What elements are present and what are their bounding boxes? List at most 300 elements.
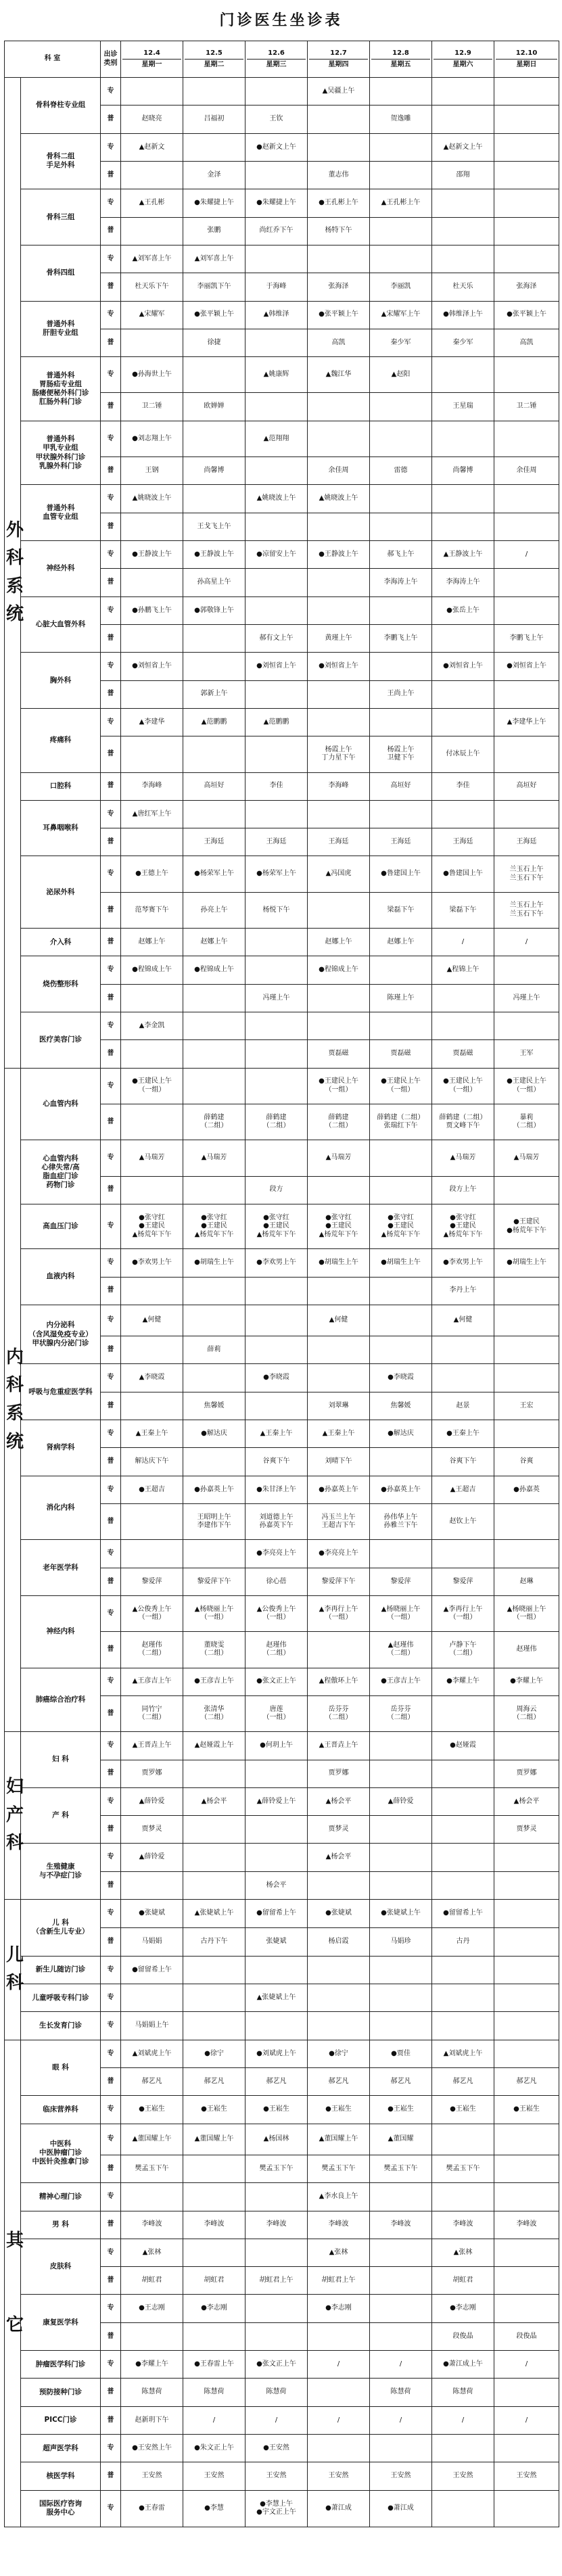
- doctor-cell: [494, 2435, 559, 2462]
- doctor-cell: [494, 736, 559, 772]
- visit-type: 专: [101, 2040, 121, 2067]
- doctor-cell: [494, 1984, 559, 2012]
- doctor-cell: [183, 1364, 245, 1392]
- doctor-cell: 段俊晶: [494, 2322, 559, 2350]
- doctor-cell: 郝有文上午: [245, 624, 308, 652]
- doctor-cell: 张海泽: [494, 273, 559, 301]
- doctor-cell: ●王崧生: [432, 2096, 494, 2124]
- doctor-cell: ●李欢男上午: [121, 1249, 183, 1277]
- department-name: 胸外科: [21, 653, 101, 709]
- visit-type: 普: [101, 2379, 121, 2406]
- doctor-cell: ●李晓霞: [370, 1364, 432, 1392]
- doctor-cell: [494, 78, 559, 106]
- doctor-cell: [432, 2012, 494, 2040]
- doctor-cell: [245, 1844, 308, 1871]
- department-name: 介入科: [21, 929, 101, 956]
- doctor-cell: ▲李再行上午 （一组）: [308, 1595, 370, 1631]
- department-name: 康复医学科: [21, 2295, 101, 2351]
- doctor-cell: [432, 1364, 494, 1392]
- doctor-cell: ▲张林: [121, 2239, 183, 2266]
- doctor-cell: [245, 1277, 308, 1305]
- doctor-cell: [370, 78, 432, 106]
- doctor-cell: 胡虹君上午: [245, 2267, 308, 2295]
- doctor-cell: [494, 596, 559, 624]
- doctor-cell: ▲杨会平: [494, 1787, 559, 1815]
- doctor-cell: 郝艺凡: [370, 2067, 432, 2095]
- doctor-cell: [308, 2379, 370, 2406]
- doctor-cell: [370, 1012, 432, 1040]
- doctor-cell: [370, 2267, 432, 2295]
- doctor-cell: ●李耀上午: [121, 2351, 183, 2379]
- doctor-cell: ▲马瑞芳: [121, 1140, 183, 1176]
- doctor-cell: [308, 1632, 370, 1668]
- doctor-cell: 卫二锤: [121, 393, 183, 421]
- doctor-cell: [432, 78, 494, 106]
- day-date: 12.9: [434, 49, 492, 60]
- doctor-cell: 秦少军: [370, 329, 432, 356]
- doctor-cell: 暴莉 （二组）: [494, 1104, 559, 1140]
- doctor-cell: [432, 1760, 494, 1787]
- doctor-cell: [121, 1540, 183, 1568]
- doctor-cell: [183, 1448, 245, 1476]
- department-group-label: 儿 科: [5, 1900, 21, 2040]
- visit-type: 专: [101, 2183, 121, 2211]
- schedule-row: [5, 856, 559, 892]
- visit-type: 专: [101, 856, 121, 892]
- doctor-cell: ●徐宁: [183, 2040, 245, 2067]
- visit-type: 普: [101, 1695, 121, 1731]
- doctor-cell: 郝艺凡: [494, 2067, 559, 2095]
- visit-type: 普: [101, 1040, 121, 1068]
- doctor-cell: 黎爱萍下午: [183, 1568, 245, 1595]
- doctor-cell: ●孙嘉英: [494, 1476, 559, 1503]
- doctor-cell: [121, 2183, 183, 2211]
- doctor-cell: 赵钦上午: [432, 1504, 494, 1540]
- doctor-cell: [370, 1540, 432, 1568]
- doctor-cell: [183, 653, 245, 680]
- doctor-cell: ▲程锦上午: [432, 956, 494, 984]
- doctor-cell: ▲杨会平: [183, 1787, 245, 1815]
- doctor-cell: 赵晓亮: [121, 106, 183, 133]
- department-name: 儿 科 （含新生儿专业）: [21, 1900, 101, 1957]
- doctor-cell: [432, 800, 494, 828]
- department-name: 心血管内科 心律失常/高 脂血症门诊 药物门诊: [21, 1140, 101, 1204]
- doctor-cell: ▲刘斌虎上午: [121, 2040, 183, 2067]
- visit-type: 普: [101, 161, 121, 189]
- doctor-cell: ●李欢男上午: [245, 1249, 308, 1277]
- doctor-cell: 高垣好: [370, 772, 432, 800]
- schedule-row: [5, 1787, 559, 1815]
- department-name: 产 科: [21, 1787, 101, 1844]
- visit-type: 专: [101, 1732, 121, 1760]
- doctor-cell: 解达庆下午: [121, 1448, 183, 1476]
- doctor-cell: 焦馨媛: [183, 1392, 245, 1420]
- doctor-cell: [494, 1900, 559, 1928]
- doctor-cell: [432, 2490, 494, 2527]
- visit-type: 普: [101, 892, 121, 928]
- doctor-cell: [432, 1956, 494, 1984]
- department-name: 耳鼻咽喉科: [21, 800, 101, 856]
- doctor-cell: /: [308, 2406, 370, 2434]
- doctor-cell: ●留留希上午: [121, 1956, 183, 1984]
- day-date: 12.4: [122, 49, 181, 60]
- doctor-cell: /: [432, 2406, 494, 2434]
- schedule-row: [5, 421, 559, 456]
- doctor-cell: [245, 1816, 308, 1844]
- doctor-cell: [308, 1176, 370, 1204]
- doctor-cell: ▲宋耀军上午: [370, 301, 432, 329]
- doctor-cell: ●萧江成: [308, 2490, 370, 2527]
- department-name: 普通外科 甲乳专业组 甲状腺外科门诊 乳腺外科门诊: [21, 421, 101, 485]
- doctor-cell: [308, 892, 370, 928]
- doctor-cell: 樊孟玉下午: [308, 2155, 370, 2182]
- doctor-cell: 刘道德上午 孙嘉英下午: [245, 1504, 308, 1540]
- doctor-cell: [494, 680, 559, 708]
- doctor-cell: ▲刘军喜上午: [183, 245, 245, 273]
- doctor-cell: [121, 1176, 183, 1204]
- doctor-cell: 段方上午: [432, 1176, 494, 1204]
- doctor-cell: ●孙鹏飞上午: [121, 596, 183, 624]
- doctor-cell: [245, 596, 308, 624]
- doctor-cell: 杜天乐: [432, 273, 494, 301]
- doctor-cell: ▲薛铃爱: [370, 1787, 432, 1815]
- doctor-cell: [308, 984, 370, 1012]
- doctor-cell: 高垣好: [494, 772, 559, 800]
- doctor-cell: 王海廷: [432, 828, 494, 856]
- doctor-cell: [432, 624, 494, 652]
- schedule-row: [5, 133, 559, 161]
- doctor-cell: ▲刘军喜上午: [121, 245, 183, 273]
- doctor-cell: [308, 1336, 370, 1364]
- doctor-cell: [432, 485, 494, 513]
- doctor-cell: 贾梦灵: [494, 1816, 559, 1844]
- doctor-cell: [245, 2239, 308, 2266]
- doctor-cell: 金泽: [183, 161, 245, 189]
- visit-type: 普: [101, 2267, 121, 2295]
- schedule-row: [5, 1420, 559, 1448]
- doctor-cell: ▲李金凯: [121, 1012, 183, 1040]
- doctor-cell: ●孙嘉英上午: [183, 1476, 245, 1503]
- department-name: 老年医学科: [21, 1540, 101, 1596]
- doctor-cell: [308, 2012, 370, 2040]
- doctor-cell: [494, 357, 559, 393]
- doctor-cell: 谷爽下午: [432, 1448, 494, 1476]
- doctor-cell: 王尚上午: [370, 680, 432, 708]
- doctor-cell: [494, 1012, 559, 1040]
- department-name: 骨科四组: [21, 245, 101, 301]
- doctor-cell: [245, 2322, 308, 2350]
- schedule-row: [5, 1476, 559, 1503]
- visit-type: 普: [101, 736, 121, 772]
- doctor-cell: [121, 828, 183, 856]
- visit-type: 专: [101, 1140, 121, 1176]
- doctor-cell: [183, 1871, 245, 1899]
- doctor-cell: 李峰波: [370, 2211, 432, 2239]
- visit-type: 普: [101, 772, 121, 800]
- visit-type: 专: [101, 78, 121, 106]
- doctor-cell: [308, 1012, 370, 1040]
- visit-type: 普: [101, 457, 121, 485]
- doctor-cell: [494, 161, 559, 189]
- doctor-cell: [494, 1844, 559, 1871]
- doctor-cell: [245, 569, 308, 596]
- doctor-cell: ●张婕斌: [121, 1900, 183, 1928]
- day-weekday: 星期日: [516, 61, 537, 68]
- doctor-cell: 郭新上午: [183, 680, 245, 708]
- doctor-cell: [494, 1364, 559, 1392]
- department-name: 中医科 中医肿瘤门诊 中医针灸推拿门诊: [21, 2124, 101, 2183]
- page-title: 门诊医生坐诊表: [219, 11, 343, 29]
- visit-type: 专: [101, 1984, 121, 2012]
- doctor-cell: ●贾佳: [370, 2040, 432, 2067]
- doctor-cell: ▲王静波上午: [432, 541, 494, 569]
- doctor-cell: ●李志刚: [308, 2295, 370, 2322]
- doctor-cell: 李鹏飞上午: [370, 624, 432, 652]
- doctor-cell: [245, 956, 308, 984]
- doctor-cell: 赵娜上午: [308, 929, 370, 956]
- department-name: 神经外科: [21, 541, 101, 597]
- visit-type: 专: [101, 1956, 121, 1984]
- doctor-cell: 王安然: [183, 2462, 245, 2490]
- doctor-cell: /: [183, 2406, 245, 2434]
- doctor-cell: ●孙嘉英上午: [370, 1476, 432, 1503]
- visit-type: 专: [101, 301, 121, 329]
- doctor-cell: ●鲁建国上午: [370, 856, 432, 892]
- doctor-cell: 杨会平: [245, 1871, 308, 1899]
- visit-type: 普: [101, 1568, 121, 1595]
- doctor-cell: [245, 929, 308, 956]
- doctor-cell: [245, 513, 308, 540]
- visit-type: 普: [101, 984, 121, 1012]
- doctor-cell: /: [494, 541, 559, 569]
- schedule-row: [5, 1844, 559, 1871]
- doctor-cell: ●王崧生: [494, 2096, 559, 2124]
- doctor-cell: [432, 1695, 494, 1731]
- visit-type: 普: [101, 513, 121, 540]
- doctor-cell: /: [245, 2406, 308, 2434]
- doctor-cell: [308, 1956, 370, 1984]
- doctor-cell: 高凯: [308, 329, 370, 356]
- doctor-cell: [245, 1012, 308, 1040]
- doctor-cell: [183, 485, 245, 513]
- doctor-cell: 赵瑾伟 （二组）: [245, 1632, 308, 1668]
- doctor-cell: ●张文正上午: [245, 1668, 308, 1695]
- schedule-row: [5, 1140, 559, 1176]
- doctor-cell: [121, 1104, 183, 1140]
- doctor-cell: 张海泽: [308, 273, 370, 301]
- doctor-cell: ▲王晋垚上午: [308, 1732, 370, 1760]
- doctor-cell: 李海峰: [121, 772, 183, 800]
- doctor-cell: 赵娜上午: [370, 929, 432, 956]
- schedule-row: [5, 1540, 559, 1568]
- doctor-cell: ●李志刚: [183, 2295, 245, 2322]
- doctor-cell: 陈慧荷: [183, 2379, 245, 2406]
- doctor-cell: ●王孔彬上午: [308, 189, 370, 217]
- doctor-cell: 王戈飞上午: [183, 513, 245, 540]
- doctor-cell: ●王建民上午 （一组）: [121, 1068, 183, 1104]
- doctor-cell: 高凯: [494, 329, 559, 356]
- department-name: 普通外科 血管专业组: [21, 485, 101, 541]
- doctor-cell: ●刘志翔上午: [121, 421, 183, 456]
- doctor-cell: 王安然: [121, 2462, 183, 2490]
- visit-type: 专: [101, 1900, 121, 1928]
- doctor-cell: 赵琳: [494, 1568, 559, 1595]
- doctor-cell: [432, 1984, 494, 2012]
- doctor-cell: 胡虹君: [183, 2267, 245, 2295]
- doctor-cell: ●张岳上午: [432, 596, 494, 624]
- doctor-cell: 樊孟玉下午: [432, 2155, 494, 2182]
- doctor-cell: [432, 106, 494, 133]
- doctor-cell: [432, 1540, 494, 1568]
- visit-type: 普: [101, 2211, 121, 2239]
- doctor-cell: [183, 984, 245, 1012]
- doctor-cell: /: [432, 929, 494, 956]
- visit-type: 普: [101, 624, 121, 652]
- doctor-cell: [494, 2155, 559, 2182]
- visit-type: 专: [101, 421, 121, 456]
- doctor-cell: [370, 245, 432, 273]
- doctor-cell: [121, 2322, 183, 2350]
- day-header: [370, 41, 432, 78]
- doctor-cell: [245, 800, 308, 828]
- doctor-cell: [121, 78, 183, 106]
- visit-type: 专: [101, 1364, 121, 1392]
- schedule-row: [5, 2462, 559, 2490]
- doctor-cell: [432, 1844, 494, 1871]
- doctor-cell: [432, 708, 494, 736]
- visit-type: 普: [101, 828, 121, 856]
- doctor-cell: 王军: [494, 1040, 559, 1068]
- doctor-cell: [183, 1305, 245, 1336]
- schedule-row: [5, 2379, 559, 2406]
- schedule-row: [5, 2406, 559, 2434]
- doctor-cell: [183, 78, 245, 106]
- doctor-cell: 杨霞上午 丁力星下午: [308, 736, 370, 772]
- doctor-cell: 樊孟玉下午: [121, 2155, 183, 2182]
- doctor-cell: /: [370, 2351, 432, 2379]
- schedule-row: [5, 2239, 559, 2266]
- doctor-cell: ●胡瑞生上午: [308, 1249, 370, 1277]
- visit-type: 专: [101, 708, 121, 736]
- doctor-cell: ●王建民上午 （一组）: [432, 1068, 494, 1104]
- doctor-cell: [494, 421, 559, 456]
- department-name: 肺癌综合治疗科: [21, 1668, 101, 1732]
- doctor-cell: 黎爱萍: [370, 1568, 432, 1595]
- doctor-cell: 贾磊磁: [308, 1040, 370, 1068]
- doctor-cell: 王钢: [121, 457, 183, 485]
- doctor-cell: 岳芬芬 （二组）: [308, 1695, 370, 1731]
- doctor-cell: ●王安然上午: [121, 2435, 183, 2462]
- day-header: [494, 41, 559, 78]
- visit-type: 专: [101, 245, 121, 273]
- visit-type: 专: [101, 1844, 121, 1871]
- doctor-cell: ●张婕斌上午: [370, 1900, 432, 1928]
- department-name: 疼痛科: [21, 708, 101, 772]
- department-name: 皮肤科: [21, 2239, 101, 2295]
- doctor-cell: [121, 1336, 183, 1364]
- doctor-cell: [183, 2239, 245, 2266]
- doctor-cell: ▲范翔翔: [245, 421, 308, 456]
- doctor-cell: ▲董国耀上午: [121, 2124, 183, 2155]
- doctor-cell: ▲董国耀: [370, 2124, 432, 2155]
- schedule-row: [5, 1668, 559, 1695]
- doctor-cell: ●杨荣军上午: [183, 856, 245, 892]
- doctor-cell: 贾磊磁: [432, 1040, 494, 1068]
- department-name: 国际医疗咨询 服务中心: [21, 2490, 101, 2527]
- doctor-cell: 薛鹤建 （二组）: [183, 1104, 245, 1140]
- doctor-cell: 王海廷: [308, 828, 370, 856]
- doctor-cell: ●萧江成上午: [432, 2351, 494, 2379]
- doctor-cell: [494, 106, 559, 133]
- doctor-cell: [494, 1928, 559, 1956]
- doctor-cell: 付冰辰上午: [432, 736, 494, 772]
- doctor-cell: ●韩维泽上午: [432, 301, 494, 329]
- doctor-cell: [494, 2012, 559, 2040]
- doctor-cell: [370, 1305, 432, 1336]
- department-group-label: 内 科 系 统: [5, 1068, 21, 1732]
- day-header: [183, 41, 245, 78]
- doctor-cell: 薛鹤建 （二组）: [308, 1104, 370, 1140]
- doctor-cell: 贾梦灵: [121, 1816, 183, 1844]
- schedule-row: [5, 929, 559, 956]
- doctor-cell: [121, 1984, 183, 2012]
- doctor-cell: ▲王晋垚上午: [121, 1732, 183, 1760]
- doctor-cell: [494, 1871, 559, 1899]
- doctor-cell: 王海廷: [494, 828, 559, 856]
- doctor-cell: 卫二锤: [494, 393, 559, 421]
- doctor-cell: 樊孟玉下午: [370, 2155, 432, 2182]
- doctor-cell: [494, 1305, 559, 1336]
- doctor-cell: [183, 624, 245, 652]
- doctor-cell: [494, 513, 559, 540]
- doctor-cell: ▲马瑞芳: [432, 1140, 494, 1176]
- schedule-row: [5, 2096, 559, 2124]
- doctor-cell: [432, 1787, 494, 1815]
- doctor-cell: 张清华 （二组）: [183, 1695, 245, 1731]
- doctor-cell: ●王崧生: [183, 2096, 245, 2124]
- doctor-cell: ●李耀上午: [494, 1668, 559, 1695]
- visit-type: 普: [101, 1336, 121, 1364]
- doctor-cell: 余佳周: [308, 457, 370, 485]
- doctor-cell: [308, 680, 370, 708]
- doctor-cell: 卢静下午 （二组）: [432, 1632, 494, 1668]
- department-name: 骨科脊柱专业组: [21, 78, 101, 134]
- visit-type: 普: [101, 329, 121, 356]
- doctor-cell: ▲杨晓丽上午 （一组）: [183, 1595, 245, 1631]
- doctor-cell: 同竹宁 （二组）: [121, 1695, 183, 1731]
- doctor-cell: ▲何健: [121, 1305, 183, 1336]
- doctor-cell: ●朱文正上午: [183, 2435, 245, 2462]
- department-name: 眼 科: [21, 2040, 101, 2096]
- doctor-cell: [121, 736, 183, 772]
- doctor-cell: [121, 513, 183, 540]
- doctor-cell: [308, 2435, 370, 2462]
- doctor-cell: [121, 624, 183, 652]
- doctor-cell: [308, 245, 370, 273]
- doctor-cell: /: [494, 2406, 559, 2434]
- doctor-cell: 尚馨博: [432, 457, 494, 485]
- doctor-cell: 李丹上午: [432, 1277, 494, 1305]
- doctor-cell: ●张文正上午: [245, 2351, 308, 2379]
- doctor-cell: [121, 984, 183, 1012]
- doctor-cell: 黎爱萍: [432, 1568, 494, 1595]
- doctor-cell: 李峰波: [432, 2211, 494, 2239]
- doctor-cell: ●杨荣军上午: [245, 856, 308, 892]
- doctor-cell: 高垣好: [183, 772, 245, 800]
- doctor-cell: [370, 513, 432, 540]
- doctor-cell: [121, 161, 183, 189]
- department-name: 超声医学科: [21, 2435, 101, 2462]
